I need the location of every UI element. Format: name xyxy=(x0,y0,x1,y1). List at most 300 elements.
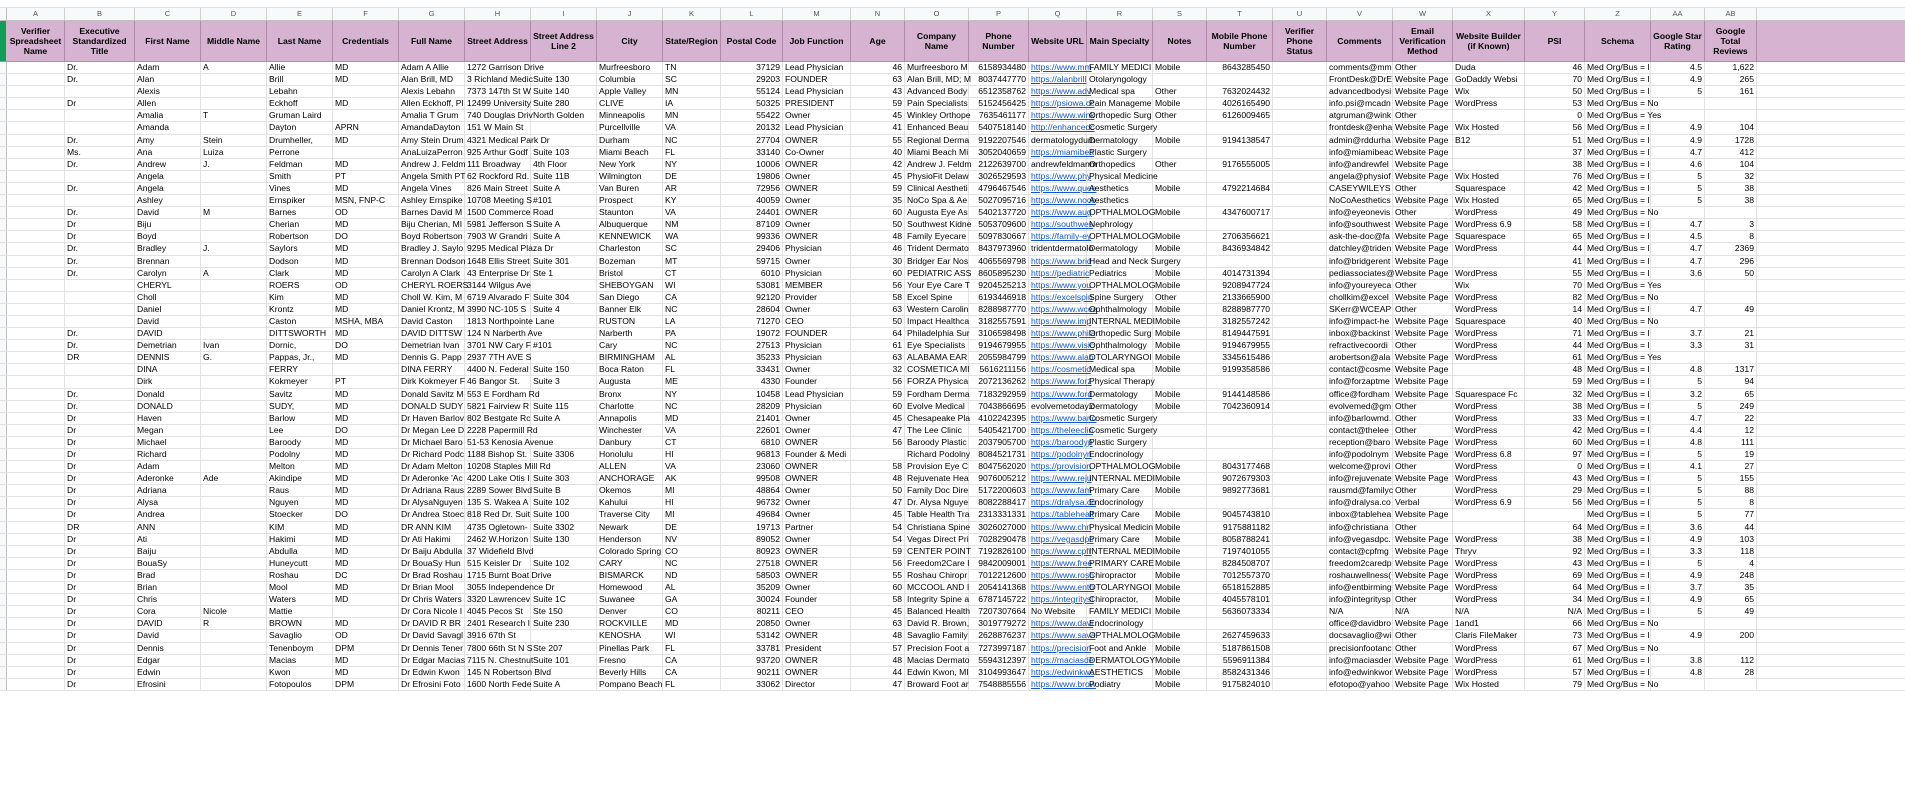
table-cell[interactable]: info@dralysa.co xyxy=(1327,497,1393,508)
table-cell[interactable]: Biju xyxy=(135,219,201,230)
table-cell[interactable] xyxy=(1453,110,1525,121)
table-cell[interactable]: Savaglio Family xyxy=(907,630,968,641)
header-row-number[interactable] xyxy=(0,21,7,61)
column-letter-s[interactable]: S xyxy=(1153,8,1207,20)
table-cell[interactable]: office@davidbro xyxy=(1329,618,1392,629)
table-cell[interactable]: Adam A Allie xyxy=(399,62,465,73)
table-cell[interactable]: 55124 xyxy=(721,86,783,97)
table-cell[interactable]: OWNER xyxy=(783,667,851,678)
row-number[interactable] xyxy=(0,473,7,484)
table-cell[interactable]: Website Page xyxy=(1393,195,1453,206)
table-cell[interactable]: Suite 100 xyxy=(531,509,597,520)
table-cell[interactable]: INTERNAL MEDI xyxy=(1089,315,1156,326)
table-cell[interactable] xyxy=(7,207,65,218)
table-cell[interactable]: 42 xyxy=(851,159,905,170)
table-cell[interactable]: 53142 xyxy=(721,630,783,641)
table-cell[interactable]: 515 Keisler Dr xyxy=(465,558,531,569)
table-cell[interactable]: 4.7 xyxy=(1651,304,1705,315)
table-cell[interactable]: Owner xyxy=(783,110,851,121)
table-cell[interactable]: 4792214684 xyxy=(1207,183,1273,194)
table-cell[interactable]: Med Org/Bus = I xyxy=(1587,436,1650,447)
table-cell[interactable]: 46 xyxy=(851,62,905,73)
table-cell[interactable]: 79 xyxy=(1525,679,1585,690)
table-cell[interactable]: Website Page xyxy=(1393,316,1453,327)
table-cell[interactable]: efotopo@yahoo xyxy=(1327,679,1393,690)
row-number[interactable] xyxy=(0,425,7,436)
table-cell[interactable]: OWNER xyxy=(783,473,851,484)
table-cell[interactable]: 826 Main Street xyxy=(465,183,531,194)
table-cell[interactable]: KIM xyxy=(267,522,333,533)
table-cell[interactable]: Chiropractor, xyxy=(1087,594,1153,605)
table-cell[interactable]: Med Org/Bus = I xyxy=(1587,376,1650,387)
column-letter-ab[interactable]: AB xyxy=(1705,8,1757,20)
table-cell[interactable]: 27 xyxy=(1705,461,1757,472)
table-cell[interactable]: 60 xyxy=(1525,437,1585,448)
table-cell[interactable]: 59715 xyxy=(721,256,783,267)
table-cell[interactable]: Provider xyxy=(783,292,851,303)
table-cell[interactable]: Edwin Kwon, MI xyxy=(907,666,969,677)
table-cell[interactable]: Head and Neck Surgery xyxy=(1089,255,1181,266)
table-cell[interactable]: 99508 xyxy=(721,473,783,484)
table-cell[interactable]: 88 xyxy=(1705,485,1757,496)
row-number[interactable] xyxy=(0,74,7,85)
table-cell[interactable]: Alysa xyxy=(135,497,201,508)
table-cell[interactable] xyxy=(1153,413,1207,424)
table-cell[interactable]: 9072679303 xyxy=(1207,473,1273,484)
table-cell[interactable]: Physical Therapy xyxy=(1089,376,1155,387)
table-cell[interactable]: WordPress xyxy=(1453,352,1525,363)
table-cell[interactable]: OWNER xyxy=(783,558,851,569)
table-cell[interactable]: 96732 xyxy=(721,497,783,508)
table-cell[interactable]: Ste 150 xyxy=(531,606,597,617)
table-cell[interactable] xyxy=(7,159,65,170)
table-cell[interactable]: 93720 xyxy=(721,655,783,666)
table-cell[interactable]: 66 xyxy=(1525,618,1585,629)
row-number[interactable] xyxy=(0,401,7,412)
table-cell[interactable] xyxy=(1207,437,1273,448)
table-cell[interactable]: Other xyxy=(1393,643,1453,654)
table-cell[interactable] xyxy=(7,376,65,387)
table-cell[interactable]: 265 xyxy=(1705,74,1757,85)
table-cell[interactable]: 1500 Commerce Road xyxy=(467,207,554,218)
table-cell[interactable] xyxy=(1453,256,1525,267)
table-cell[interactable]: 89052 xyxy=(721,534,783,545)
table-cell[interactable]: Verbal xyxy=(1393,497,1453,508)
table-cell[interactable] xyxy=(1273,86,1327,97)
table-cell[interactable]: 72956 xyxy=(721,183,783,194)
table-cell[interactable]: Partner xyxy=(783,522,851,533)
table-cell[interactable]: OD xyxy=(333,207,399,218)
table-cell[interactable]: Dr Brad Roshau xyxy=(399,570,465,581)
table-cell[interactable]: Med Org/Bus = I xyxy=(1587,666,1650,677)
column-letter-b[interactable]: B xyxy=(65,8,135,20)
table-cell[interactable]: 56 xyxy=(851,437,905,448)
table-cell[interactable]: MD xyxy=(333,135,399,146)
table-cell[interactable]: Durham xyxy=(597,135,663,146)
row-number[interactable] xyxy=(0,618,7,629)
table-cell[interactable]: 51-53 Kenosia Avenue xyxy=(467,436,554,447)
table-cell[interactable] xyxy=(1273,546,1327,557)
table-cell[interactable]: 9045743810 xyxy=(1207,509,1273,520)
table-cell[interactable]: 59 xyxy=(851,546,905,557)
table-cell[interactable] xyxy=(201,497,267,508)
table-cell[interactable]: 48 xyxy=(851,231,905,242)
table-cell[interactable]: VA xyxy=(663,425,721,436)
table-cell[interactable]: https://provision xyxy=(1031,461,1092,472)
table-cell[interactable] xyxy=(65,292,135,303)
table-cell[interactable]: Mobile xyxy=(1153,594,1207,605)
table-cell[interactable]: Dr Richard Podc xyxy=(401,449,465,459)
table-cell[interactable]: 29406 xyxy=(721,243,783,254)
table-cell[interactable]: Website Page xyxy=(1393,437,1453,448)
table-cell[interactable] xyxy=(201,582,267,593)
table-cell[interactable] xyxy=(1651,98,1705,109)
table-cell[interactable]: BIRMINGHAM xyxy=(597,352,663,363)
table-cell[interactable] xyxy=(201,328,267,339)
table-cell[interactable] xyxy=(201,437,267,448)
table-cell[interactable]: 8037447770 xyxy=(969,74,1029,85)
table-cell[interactable] xyxy=(531,352,597,363)
table-cell[interactable]: Nicole xyxy=(201,606,267,617)
table-cell[interactable]: 5821 Fairview R xyxy=(467,400,530,411)
table-cell[interactable] xyxy=(1207,413,1273,424)
table-cell[interactable]: https://www.visic xyxy=(1031,340,1095,351)
table-cell[interactable]: https://www.mm xyxy=(1031,62,1092,72)
table-cell[interactable]: OWNER xyxy=(783,570,851,581)
table-cell[interactable]: Miami Beach Mi xyxy=(907,146,969,157)
table-cell[interactable]: Dr xyxy=(65,667,135,678)
table-cell[interactable]: https://www.quee xyxy=(1031,182,1097,193)
table-cell[interactable]: 4.7 xyxy=(1651,243,1705,254)
table-cell[interactable]: 64 xyxy=(1525,522,1585,533)
table-cell[interactable]: 70 xyxy=(1525,74,1585,85)
table-cell[interactable]: 1188 Bishop St. xyxy=(465,449,531,460)
table-cell[interactable]: DO xyxy=(333,231,399,242)
table-cell[interactable]: Med Org/Bus = I xyxy=(1587,400,1650,411)
table-cell[interactable]: WordPress xyxy=(1453,207,1525,218)
table-cell[interactable]: 4.8 xyxy=(1651,667,1705,678)
table-cell[interactable]: Dr xyxy=(65,425,135,436)
table-cell[interactable]: 45 xyxy=(851,413,905,424)
table-cell[interactable]: 24401 xyxy=(721,207,783,218)
table-cell[interactable] xyxy=(1273,98,1327,109)
table-cell[interactable]: 14 xyxy=(1525,304,1585,315)
table-cell[interactable]: N/A xyxy=(1525,606,1585,617)
table-cell[interactable]: 8047562020 xyxy=(969,461,1029,472)
table-cell[interactable]: OWNER xyxy=(783,159,851,170)
table-cell[interactable] xyxy=(201,679,267,690)
table-cell[interactable]: CA xyxy=(663,655,721,666)
table-cell[interactable]: 7183292959 xyxy=(969,389,1029,400)
table-cell[interactable]: PhysioFit Delaw xyxy=(907,170,969,181)
table-cell[interactable]: Wix Hosted xyxy=(1453,195,1525,206)
table-cell[interactable]: 56 xyxy=(851,558,905,569)
table-cell[interactable]: 2706356621 xyxy=(1207,231,1273,242)
table-cell[interactable]: Dr xyxy=(65,534,135,545)
table-cell[interactable] xyxy=(1273,243,1327,254)
table-cell[interactable]: Other xyxy=(1393,461,1453,472)
table-cell[interactable]: Website Page xyxy=(1393,268,1453,279)
table-cell[interactable]: OD xyxy=(333,280,399,291)
table-cell[interactable]: 3052040659 xyxy=(969,147,1029,158)
table-cell[interactable]: 8288987770 xyxy=(1207,304,1273,315)
table-cell[interactable]: Physician xyxy=(783,340,851,351)
table-cell[interactable]: OWNER xyxy=(783,630,851,641)
table-cell[interactable]: Suite 304 xyxy=(531,292,597,303)
table-cell[interactable]: 3.6 xyxy=(1651,522,1705,533)
table-cell[interactable] xyxy=(1273,280,1327,291)
table-cell[interactable]: 5981 Jefferson S xyxy=(467,219,532,230)
table-cell[interactable]: 94 xyxy=(1705,376,1757,387)
table-cell[interactable]: https://www.forz xyxy=(1031,376,1092,387)
table-cell[interactable]: Henderson xyxy=(597,534,663,545)
table-cell[interactable]: Other xyxy=(1153,159,1207,170)
column-letter-a[interactable]: A xyxy=(7,8,65,20)
table-cell[interactable]: Carolyn xyxy=(135,268,201,279)
table-cell[interactable]: Orthopedic Surg xyxy=(1089,110,1152,121)
table-cell[interactable]: 33140 xyxy=(721,147,783,158)
table-cell[interactable]: Mobile xyxy=(1153,570,1207,581)
table-cell[interactable]: DO xyxy=(333,340,399,351)
table-cell[interactable]: Med Org/Bus = I xyxy=(1587,158,1650,169)
table-cell[interactable]: 55 xyxy=(1525,268,1585,279)
table-cell[interactable] xyxy=(1207,74,1273,85)
table-cell[interactable]: Your Eye Care T xyxy=(907,279,971,290)
table-cell[interactable] xyxy=(1273,231,1327,242)
table-cell[interactable]: Richard Podolny xyxy=(907,449,971,459)
table-cell[interactable]: Barnes xyxy=(267,207,333,218)
table-cell[interactable]: Med Org/Bus = I xyxy=(1587,654,1650,665)
table-cell[interactable]: https://southwes xyxy=(1031,219,1094,230)
table-cell[interactable]: MD xyxy=(333,389,399,400)
table-cell[interactable]: Website Page xyxy=(1393,86,1453,97)
table-cell[interactable] xyxy=(201,256,267,267)
table-cell[interactable]: Ophthalmology xyxy=(1087,340,1153,351)
table-cell[interactable] xyxy=(1705,352,1757,363)
table-cell[interactable]: 5172200603 xyxy=(969,485,1029,496)
table-cell[interactable]: Dr xyxy=(65,449,135,460)
table-cell[interactable]: info@bridgerent xyxy=(1327,256,1393,267)
table-cell[interactable]: 4330 xyxy=(721,376,783,387)
table-cell[interactable]: Baroody xyxy=(267,437,333,448)
table-cell[interactable]: WordPress 6.8 xyxy=(1453,449,1525,460)
table-cell[interactable]: Other xyxy=(1393,485,1453,496)
table-cell[interactable]: DINA xyxy=(135,364,201,375)
column-letter-f[interactable]: F xyxy=(333,8,399,20)
table-cell[interactable]: https://www.aug xyxy=(1031,207,1092,218)
table-cell[interactable]: Mobile xyxy=(1153,546,1207,557)
table-cell[interactable]: MD xyxy=(333,485,399,496)
table-cell[interactable] xyxy=(1273,522,1327,533)
table-cell[interactable] xyxy=(1273,316,1327,327)
table-cell[interactable]: 46 xyxy=(851,243,905,254)
table-cell[interactable]: Med Org/Bus = Yes xyxy=(1587,110,1662,121)
table-cell[interactable]: SHEBOYGAN xyxy=(597,280,663,291)
table-cell[interactable] xyxy=(1273,135,1327,146)
table-cell[interactable] xyxy=(1651,316,1705,327)
table-cell[interactable]: Squarespace Fc xyxy=(1453,389,1525,400)
table-cell[interactable] xyxy=(531,461,597,472)
table-cell[interactable]: Suwanee xyxy=(597,594,663,605)
table-cell[interactable]: Dr Edwin Kwon xyxy=(399,667,465,678)
table-cell[interactable]: MD xyxy=(333,74,399,85)
table-cell[interactable]: 4400 N. Federal xyxy=(465,364,531,375)
table-cell[interactable] xyxy=(1273,207,1327,218)
table-cell[interactable]: Mobile xyxy=(1153,135,1207,146)
table-cell[interactable]: info.psi@mcadn xyxy=(1327,98,1393,109)
table-cell[interactable]: NC xyxy=(663,558,721,569)
row-number[interactable] xyxy=(0,679,7,690)
table-cell[interactable]: 5594312397 xyxy=(969,655,1029,666)
table-cell[interactable]: 5 xyxy=(1651,497,1705,508)
table-cell[interactable] xyxy=(1273,449,1327,460)
table-cell[interactable]: 3345615486 xyxy=(1207,352,1273,363)
table-cell[interactable]: https://www.barlo xyxy=(1031,412,1097,423)
table-cell[interactable]: 4.9 xyxy=(1651,630,1705,641)
table-cell[interactable]: 45 xyxy=(851,606,905,617)
table-cell[interactable]: DONALD xyxy=(135,401,201,412)
table-cell[interactable] xyxy=(201,546,267,557)
table-cell[interactable]: J. xyxy=(201,243,267,254)
table-cell[interactable]: 35 xyxy=(1705,582,1757,593)
table-cell[interactable]: Suite 11B xyxy=(531,171,597,182)
table-cell[interactable]: Website Page xyxy=(1393,655,1453,666)
table-cell[interactable]: 155 xyxy=(1705,473,1757,484)
table-cell[interactable]: 2055984799 xyxy=(969,352,1029,363)
table-cell[interactable]: MSN, FNP-C xyxy=(333,195,399,206)
table-cell[interactable]: Daniel Krontz, M xyxy=(401,303,465,314)
table-cell[interactable]: Med Org/Bus = I xyxy=(1587,594,1650,605)
table-cell[interactable]: 9194679955 xyxy=(969,340,1029,351)
table-cell[interactable]: Kwon xyxy=(267,667,333,678)
table-cell[interactable]: 8 xyxy=(1705,497,1757,508)
table-cell[interactable]: Other xyxy=(1393,62,1453,73)
table-cell[interactable]: Murfreesboro xyxy=(597,62,663,73)
table-cell[interactable]: WordPress xyxy=(1453,594,1525,605)
header-cell[interactable]: Main Specialty xyxy=(1087,21,1153,61)
table-cell[interactable]: Med Org/Bus = I xyxy=(1587,485,1650,496)
table-cell[interactable]: Med Org/Bus = I xyxy=(1587,267,1650,278)
table-cell[interactable]: https://www.cpfr xyxy=(1031,545,1092,556)
table-cell[interactable]: David xyxy=(135,316,201,327)
table-cell[interactable]: 37 Widefield Blvd xyxy=(467,545,534,556)
table-cell[interactable]: 65 xyxy=(1705,389,1757,400)
table-cell[interactable]: KENOSHA xyxy=(597,630,663,641)
table-cell[interactable]: 7632024432 xyxy=(1207,86,1273,97)
table-cell[interactable] xyxy=(1705,316,1757,327)
table-cell[interactable]: Endocrinology xyxy=(1087,618,1153,629)
table-cell[interactable]: 50 xyxy=(851,485,905,496)
table-cell[interactable]: Lead Physician xyxy=(783,62,851,73)
table-cell[interactable] xyxy=(531,328,597,339)
table-cell[interactable]: Edgar xyxy=(135,655,201,666)
table-cell[interactable]: 5097830667 xyxy=(969,231,1029,242)
table-cell[interactable]: Aderonke xyxy=(135,473,201,484)
table-cell[interactable]: 47 xyxy=(851,425,905,436)
table-cell[interactable]: Website Page xyxy=(1393,231,1453,242)
table-cell[interactable] xyxy=(1273,473,1327,484)
table-cell[interactable]: INTERNAL MEDI xyxy=(1089,473,1156,484)
table-cell[interactable]: Stoecker xyxy=(267,509,333,520)
table-cell[interactable] xyxy=(333,147,399,158)
table-cell[interactable] xyxy=(1273,582,1327,593)
table-cell[interactable]: Ashley xyxy=(135,195,201,206)
table-cell[interactable]: Med Org/Bus = No xyxy=(1587,618,1659,629)
table-cell[interactable]: 802 Bestgate Rc xyxy=(467,412,531,423)
table-cell[interactable]: https://www.noco xyxy=(1031,195,1096,206)
table-cell[interactable]: Other xyxy=(1393,425,1453,436)
table-cell[interactable]: 5187861508 xyxy=(1207,643,1273,654)
table-cell[interactable]: FAMILY MEDICI xyxy=(1089,606,1152,617)
table-cell[interactable] xyxy=(7,606,65,617)
table-cell[interactable]: 8084521731 xyxy=(969,449,1029,460)
table-cell[interactable]: Cary xyxy=(597,340,663,351)
table-cell[interactable] xyxy=(7,509,65,520)
table-cell[interactable]: 4.9 xyxy=(1651,534,1705,545)
table-cell[interactable]: Chesapeake Pla xyxy=(907,412,971,423)
table-cell[interactable]: Dr Baiju Abdulla xyxy=(399,546,465,557)
table-cell[interactable]: 3.8 xyxy=(1651,655,1705,666)
table-cell[interactable]: 35 xyxy=(851,195,905,206)
column-letter-n[interactable]: N xyxy=(851,8,905,20)
table-cell[interactable]: 47 xyxy=(851,679,905,690)
table-cell[interactable]: Squarespace xyxy=(1453,316,1525,327)
table-cell[interactable] xyxy=(1153,219,1207,230)
row-number[interactable] xyxy=(0,497,7,508)
table-cell[interactable]: 5636073334 xyxy=(1207,606,1273,617)
table-cell[interactable] xyxy=(531,122,597,133)
table-cell[interactable]: AR xyxy=(663,183,721,194)
table-cell[interactable]: Med Org/Bus = I xyxy=(1587,62,1650,72)
table-cell[interactable]: Dr. xyxy=(65,256,135,267)
table-cell[interactable]: 6010 xyxy=(721,268,783,279)
table-cell[interactable]: Annapolis xyxy=(597,413,663,424)
table-cell[interactable]: Owner xyxy=(783,304,851,315)
table-cell[interactable]: 104 xyxy=(1705,159,1757,170)
table-cell[interactable]: 2937 7TH AVE S xyxy=(467,352,532,363)
table-cell[interactable]: 5405421700 xyxy=(969,425,1029,436)
table-cell[interactable] xyxy=(1705,280,1757,291)
table-cell[interactable]: https://www.phy xyxy=(1031,170,1092,181)
table-cell[interactable]: 6787145722 xyxy=(969,594,1029,605)
table-cell[interactable]: AmandaDayton xyxy=(399,122,465,133)
table-cell[interactable]: Amy Stein Drum xyxy=(401,134,464,145)
table-cell[interactable] xyxy=(7,122,65,133)
table-cell[interactable] xyxy=(1273,497,1327,508)
row-number[interactable] xyxy=(0,256,7,267)
table-cell[interactable]: 65 xyxy=(1525,231,1585,242)
table-cell[interactable] xyxy=(7,473,65,484)
table-cell[interactable]: Squarespace xyxy=(1453,183,1525,194)
table-cell[interactable]: CA xyxy=(663,667,721,678)
table-cell[interactable]: Denver xyxy=(597,606,663,617)
table-cell[interactable]: advancedbodysi xyxy=(1329,86,1392,97)
table-cell[interactable]: IA xyxy=(663,98,721,109)
table-cell[interactable]: 19713 xyxy=(721,522,783,533)
table-cell[interactable] xyxy=(333,110,399,121)
table-cell[interactable] xyxy=(65,122,135,133)
table-cell[interactable]: Med Org/Bus = I xyxy=(1587,388,1650,399)
table-cell[interactable]: MD xyxy=(333,534,399,545)
header-cell[interactable]: Email Verification Method xyxy=(1393,21,1453,61)
table-cell[interactable]: 51 xyxy=(1525,135,1585,146)
table-cell[interactable]: Mobile xyxy=(1153,534,1207,545)
table-cell[interactable]: Dermatology xyxy=(1087,135,1153,146)
table-cell[interactable] xyxy=(1273,558,1327,569)
table-cell[interactable]: TN xyxy=(663,62,721,73)
table-cell[interactable]: 7903 W Grandri xyxy=(465,231,531,242)
table-cell[interactable]: 27513 xyxy=(721,340,783,351)
